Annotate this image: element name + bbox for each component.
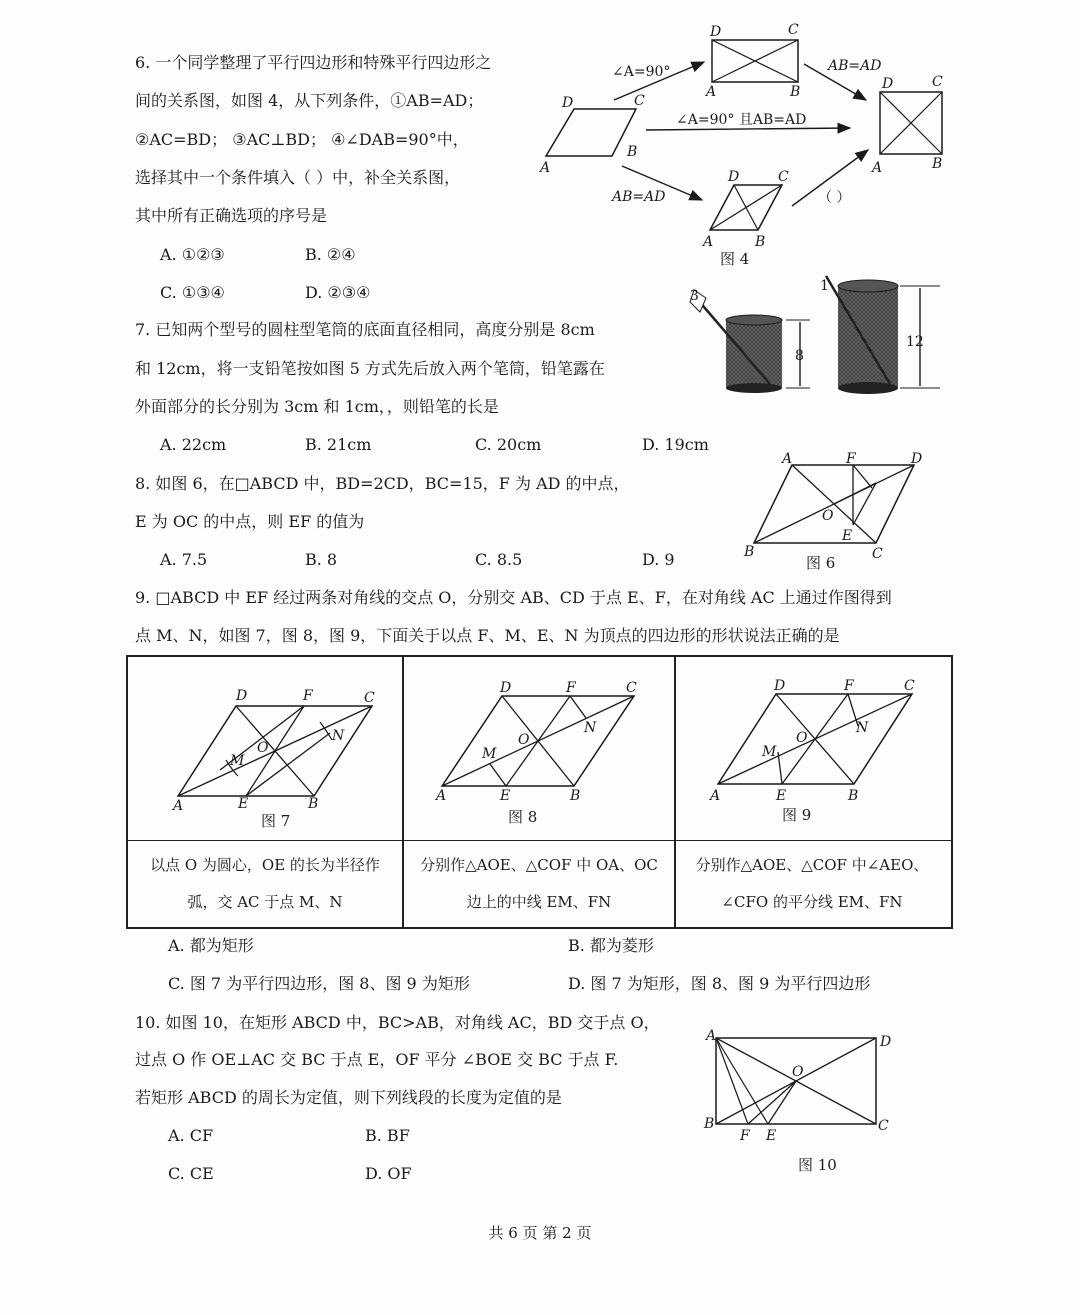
desc-fig8-l1: 分别作△AOE、△COF 中 OA、OC (420, 856, 658, 874)
q8-option-d[interactable]: D. 9 (642, 550, 675, 569)
q8-line-2: E 为 OC 的中点，则 EF 的值为 (135, 512, 365, 531)
figure-9-caption: 图 9 (782, 806, 812, 824)
fig6-c: C (872, 546, 883, 562)
fig7-f: F (303, 688, 313, 704)
fig8-e: E (500, 788, 511, 804)
desc-fig9-l1: 分别作△AOE、△COF 中∠AEO、 (695, 856, 929, 874)
short-holder-height: 8 (795, 348, 804, 364)
fig9-e: E (776, 788, 787, 804)
fig4-label-d: D (562, 95, 574, 111)
fig10-d: D (880, 1034, 892, 1050)
fig7-e: E (238, 796, 249, 812)
fig6-e: E (842, 528, 853, 544)
fig6-f: F (846, 451, 856, 467)
fig10-o: O (792, 1064, 804, 1080)
fig10-e: E (766, 1128, 777, 1144)
q9-option-c[interactable]: C. 图 7 为平行四边形，图 8、图 9 为矩形 (168, 974, 470, 993)
q9-option-d[interactable]: D. 图 7 为矩形，图 8、图 9 为平行四边形 (568, 974, 871, 993)
q10-option-c[interactable]: C. CE (168, 1164, 214, 1183)
fig7-o: O (257, 740, 269, 756)
fig4-rect-c: C (788, 22, 799, 38)
q6-option-a[interactable]: A. ①②③ (160, 245, 225, 264)
figure-7-caption: 图 7 (261, 812, 291, 830)
figure-10-caption: 图 10 (798, 1156, 837, 1174)
q7-line-2: 和 12cm，将一支铅笔按如图 5 方式先后放入两个笔筒，铅笔露在 (135, 359, 605, 378)
q7-option-d[interactable]: D. 19cm (642, 435, 709, 454)
fig10-b: B (704, 1116, 715, 1132)
fig4-label-a: A (540, 160, 551, 176)
fig7-m: M (230, 753, 245, 769)
fig4-cond-blank: （ ） (818, 190, 851, 206)
fig4-cond-abad-top: AB=AD (828, 58, 882, 74)
fig8-m: M (482, 746, 497, 762)
fig4-square-c: C (932, 74, 943, 90)
q8-line-1: 8. 如图 6，在□ABCD 中，BD=2CD，BC=15，F 为 AD 的中点， (135, 474, 630, 493)
fig7-c: C (364, 690, 375, 706)
fig9-o: O (796, 730, 808, 746)
q8-option-c[interactable]: C. 8.5 (475, 550, 523, 569)
figure-8-caption: 图 8 (508, 808, 538, 826)
fig10-a: A (706, 1028, 717, 1044)
fig6-a: A (782, 451, 793, 467)
fig9-m: M (762, 744, 777, 760)
q8-option-b[interactable]: B. 8 (305, 550, 338, 569)
q10-option-a[interactable]: A. CF (168, 1126, 214, 1145)
tall-holder-height: 12 (906, 334, 924, 350)
fig4-rect-a: A (706, 84, 717, 100)
fig7-n: N (332, 728, 345, 744)
fig7-a: A (173, 798, 184, 814)
fig7-b: B (308, 796, 319, 812)
q6-line-3: ②AC=BD； ③AC⊥BD； ④∠DAB=90°中， (135, 130, 469, 149)
q6-line-4: 选择其中一个条件填入（ ）中，补全关系图， (135, 168, 461, 187)
q6-line-1: 6. 一个同学整理了平行四边形和特殊平行四边形之 (135, 53, 492, 72)
pencil-out-1: 1 (820, 278, 829, 294)
fig9-c: C (904, 678, 915, 694)
fig8-o: O (518, 732, 530, 748)
fig4-square-a: A (872, 160, 883, 176)
q10-line-2: 过点 O 作 OE⊥AC 交 BC 于点 E，OF 平分 ∠BOE 交 BC 于点 F. (135, 1050, 619, 1069)
fig4-rhombus-a: A (703, 234, 714, 250)
fig4-label-c: C (634, 93, 645, 109)
q9-option-a[interactable]: A. 都为矩形 (168, 936, 254, 955)
fig9-a: A (710, 788, 721, 804)
fig6-d: D (911, 451, 923, 467)
q10-option-b[interactable]: B. BF (365, 1126, 410, 1145)
q7-option-c[interactable]: C. 20cm (475, 435, 542, 454)
q10-line-1: 10. 如图 10，在矩形 ABCD 中，BC>AB，对角线 AC，BD 交于点 O， (135, 1013, 660, 1032)
fig8-a: A (436, 788, 447, 804)
fig8-d: D (500, 680, 512, 696)
fig8-f: F (566, 680, 576, 696)
q6-option-d[interactable]: D. ②③④ (305, 283, 371, 302)
page-footer: 共 6 页 第 2 页 (488, 1224, 592, 1242)
figure-4-caption: 图 4 (720, 250, 750, 268)
q7-option-a[interactable]: A. 22cm (160, 435, 227, 454)
q9-line-2: 点 M、N，如图 7，图 8，图 9，下面关于以点 F、M、E、N 为顶点的四边形的形状说法正确的是 (135, 626, 840, 645)
fig6-b: B (744, 544, 755, 560)
q10-option-d[interactable]: D. OF (365, 1164, 412, 1183)
figure-6-caption: 图 6 (806, 554, 836, 572)
fig4-rect-d: D (710, 24, 722, 40)
fig4-cond-abad-bottom: AB=AD (612, 189, 666, 205)
q9-line-1: 9. □ABCD 中 EF 经过两条对角线的交点 O，分别交 AB、CD 于点 E、F，在对角线 AC 上通过作图得到 (135, 588, 892, 607)
q6-line-2: 间的关系图，如图 4，从下列条件，①AB=AD； (135, 91, 484, 110)
fig4-cond-angle90: ∠A=90° (612, 64, 671, 80)
q6-option-c[interactable]: C. ①③④ (160, 283, 225, 302)
fig4-rhombus-b: B (755, 234, 766, 250)
fig9-d: D (774, 678, 786, 694)
desc-fig7-l1: 以点 O 为圆心，OE 的长为半径作 (150, 856, 380, 874)
fig8-c: C (626, 680, 637, 696)
fig4-cond-middle: ∠A=90° 且AB=AD (676, 112, 807, 128)
fig8-b: B (570, 788, 581, 804)
q9-option-b[interactable]: B. 都为菱形 (568, 936, 654, 955)
desc-fig8-l2: 边上的中线 EM、FN (466, 893, 612, 911)
pencil-out-3: 3 (690, 288, 699, 304)
q7-option-b[interactable]: B. 21cm (305, 435, 372, 454)
q7-line-3: 外面部分的长分别为 3cm 和 1cm，，则铅笔的长是 (135, 397, 499, 416)
fig4-rhombus-d: D (728, 169, 740, 185)
fig9-b: B (848, 788, 859, 804)
q7-line-1: 7. 已知两个型号的圆柱型笔筒的底面直径相同，高度分别是 8cm (135, 320, 595, 339)
fig4-square-d: D (882, 76, 894, 92)
fig4-square-b: B (932, 156, 943, 172)
fig9-f: F (844, 678, 854, 694)
fig10-f: F (740, 1128, 750, 1144)
fig10-c: C (878, 1118, 889, 1134)
fig9-n: N (856, 720, 869, 736)
q6-option-b[interactable]: B. ②④ (305, 245, 356, 264)
fig4-rect-b: B (790, 84, 801, 100)
q10-line-3: 若矩形 ABCD 的周长为定值，则下列线段的长度为定值的是 (135, 1088, 562, 1107)
q6-line-5: 其中所有正确选项的序号是 (135, 206, 328, 225)
fig7-d: D (236, 688, 248, 704)
fig8-n: N (584, 720, 597, 736)
desc-fig9-l2: ∠CFO 的平分线 EM、FN (721, 893, 903, 911)
fig6-o: O (822, 508, 834, 524)
fig4-rhombus-c: C (778, 169, 789, 185)
desc-fig7-l2: 弧，交 AC 于点 M、N (187, 893, 343, 911)
fig4-label-b: B (627, 144, 638, 160)
q8-option-a[interactable]: A. 7.5 (160, 550, 208, 569)
